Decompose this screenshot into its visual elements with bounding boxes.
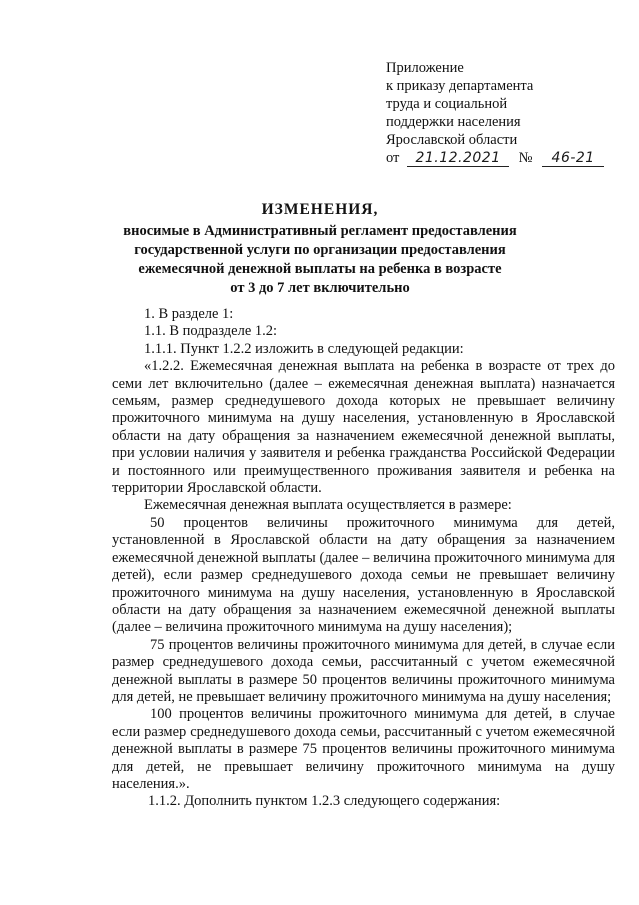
heading-line: ежемесячной денежной выплаты на ребенка в возрасте xyxy=(138,261,502,277)
paragraph: 75 процентов величины прожиточного минимума для детей, в случае если размер среднедушевого дохода семьи, рассчитанный с учетом ежемесячной денежной выплаты в размере 50 процентов величины прожиточного минимума для детей, не превышает величину прожиточного минимума на душу населения; xyxy=(112,636,615,705)
appendix-line: к приказу департамента xyxy=(386,78,534,94)
heading-line: от 3 до 7 лет включительно xyxy=(230,280,410,296)
handwritten-number: 46-21 xyxy=(542,150,604,167)
heading-line: вносимые в Административный регламент предоставления xyxy=(123,223,517,239)
heading-title: ИЗМЕНЕНИЯ, xyxy=(261,201,379,218)
paragraph: Ежемесячная денежная выплата осуществляется в размере: xyxy=(144,497,512,514)
appendix-line: Ярославской области xyxy=(386,132,518,148)
appendix-line: труда и социальной xyxy=(386,96,508,112)
paragraph: 1.1.1. Пункт 1.2.2 изложить в следующей редакции: xyxy=(144,340,464,357)
paragraph: «1.2.2. Ежемесячная денежная выплата на ребенка в возрасте от трех до семи лет включительно (далее – ежемесячная денежная выплата) назначается семьям, размер среднедушевого дохода которых не превышает величину прожиточного минимума на душу населения, установленную в Ярославской области на дату обращения за назначением ежемесячной денежной выплаты, при условии наличия у заявителя и ребенка гражданства Российской Федерации и постоянного или преимущественного проживания заявителя и ребенка на территории Ярославской области. xyxy=(112,358,615,497)
document-body xyxy=(112,306,615,811)
appendix-line: Приложение xyxy=(386,60,464,76)
paragraph: 1.1. В подразделе 1.2: xyxy=(144,323,278,340)
paragraph: 1.1.2. Дополнить пунктом 1.2.3 следующего содержания: xyxy=(148,793,501,810)
appendix-line: поддержки населения xyxy=(386,114,521,130)
number-label: № xyxy=(518,150,533,166)
paragraph: 50 процентов величины прожиточного минимума для детей, установленной в Ярославской области на дату обращения за назначением ежемесячной денежной выплаты (далее – величина прожиточного минимума для детей), если размер среднедушевого дохода семьи не превышает величину прожиточного минимума на душу населения, установленную в Ярославской области на дату обращения за назначением ежемесячной денежной выплаты (далее – величина прожиточного минимума на душу населения); xyxy=(112,514,615,636)
order-date-number-row xyxy=(386,149,616,169)
heading-line: государственной услуги по организации предоставления xyxy=(134,242,506,258)
handwritten-date: 21.12.2021 xyxy=(407,150,509,167)
paragraph: 1. В разделе 1: xyxy=(144,306,234,322)
paragraph: 100 процентов величины прожиточного минимума для детей, в случае если размер среднедушевого дохода семьи, рассчитанный с учетом ежемесячной денежной выплаты в размере 75 процентов величины прожиточного минимума для детей, не превышает величину прожиточного минимума на душу населения.». xyxy=(112,706,615,792)
document-heading xyxy=(110,200,530,298)
appendix-block xyxy=(386,59,616,169)
from-label: от xyxy=(386,150,400,166)
